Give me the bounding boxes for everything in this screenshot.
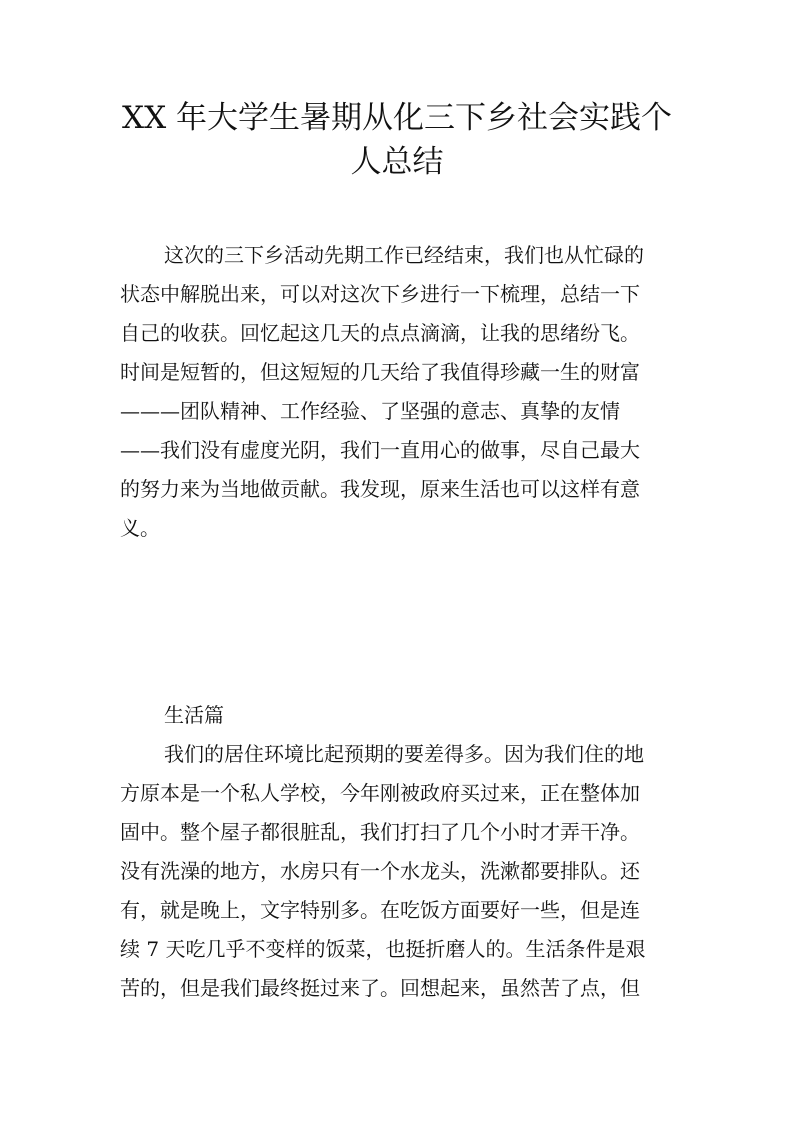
paragraph-line: 自己的收获。回忆起这几天的点点滴滴，让我的思绪纷飞。: [120, 321, 640, 345]
paragraph-line: 固中。整个屋子都很脏乱，我们打扫了几个小时才弄干净。: [120, 820, 640, 844]
paragraph-line: 时间是短暂的，但这短短的几天给了我值得珍藏一生的财富: [120, 360, 640, 384]
paragraph-line: ——我们没有虚度光阴，我们一直用心的做事，尽自己最大: [120, 438, 640, 462]
title-line: XX 年大学生暑期从化三下乡社会实践个: [122, 100, 672, 136]
paragraph-line: 这次的三下乡活动先期工作已经结束，我们也从忙碌的: [164, 243, 644, 267]
paragraph-line: 有，就是晚上，文字特别多。在吃饭方面要好一些，但是连: [120, 898, 640, 922]
paragraph-line: 义。: [120, 516, 160, 540]
paragraph-line: 状态中解脱出来，可以对这次下乡进行一下梳理，总结一下: [120, 282, 640, 306]
section-heading: 生活篇: [164, 703, 224, 727]
paragraph-line: 的努力来为当地做贡献。我发现，原来生活也可以这样有意: [120, 477, 640, 501]
paragraph-line: 方原本是一个私人学校，今年刚被政府买过来，正在整体加: [120, 781, 640, 805]
document-title: [110, 96, 684, 184]
paragraph-line: ———团队精神、工作经验、了坚强的意志、真挚的友情: [120, 399, 620, 423]
paragraph-line: 没有洗澡的地方，水房只有一个水龙头，洗漱都要排队。还: [120, 859, 640, 883]
paragraph-line: 苦的，但是我们最终挺过来了。回想起来，虽然苦了点，但: [120, 976, 640, 1000]
paragraph-line: 续 7 天吃几乎不变样的饭菜，也挺折磨人的。生活条件是艰: [120, 937, 646, 961]
intro-paragraph: [120, 236, 680, 548]
life-paragraph: [120, 735, 680, 1008]
title-line: 人总结: [350, 144, 444, 180]
paragraph-line: 我们的居住环境比起预期的要差得多。因为我们住的地: [164, 742, 644, 766]
